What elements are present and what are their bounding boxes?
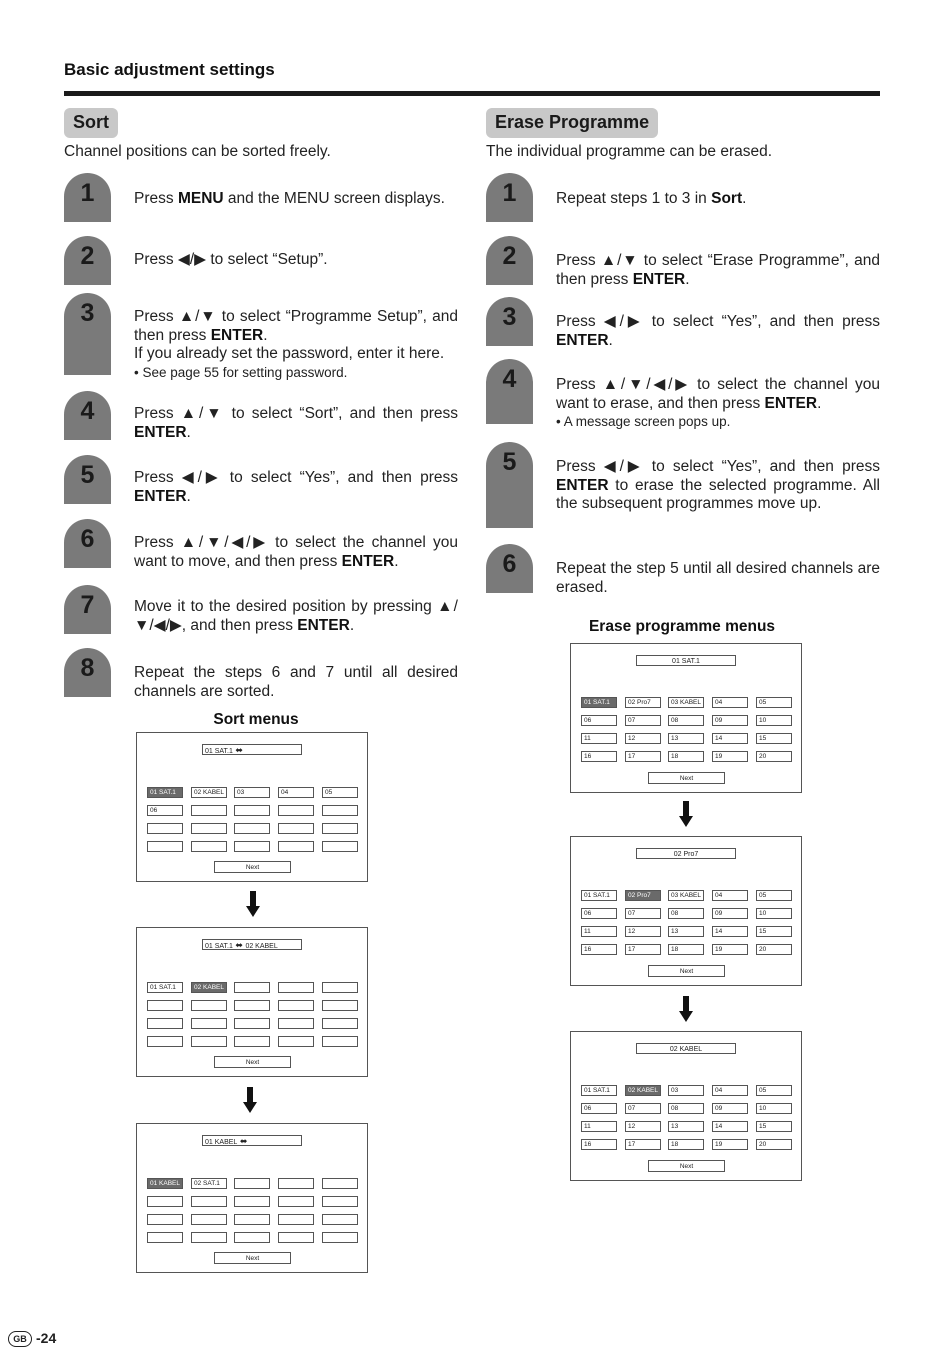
channel-cell[interactable]: 16 [581, 944, 617, 955]
channel-cell[interactable]: 17 [625, 1139, 661, 1150]
channel-cell[interactable]: 18 [668, 1139, 704, 1150]
step-number-badge [486, 442, 533, 528]
step-number: 4 [502, 365, 517, 393]
channel-cell[interactable]: 05 [756, 697, 792, 708]
channel-cell[interactable] [278, 1036, 314, 1047]
step-number-badge [64, 585, 111, 634]
next-button[interactable]: Next [214, 1252, 291, 1264]
step-text: Press ◀/▶ to select “Yes”, and then press ENTER. [556, 313, 880, 349]
next-button[interactable]: Next [648, 772, 725, 784]
channel-cell[interactable] [191, 1232, 227, 1243]
screen-header-field: 01 KABEL ⬌ [202, 1135, 302, 1146]
step-number-badge [64, 519, 111, 568]
channel-cell[interactable] [234, 1214, 270, 1225]
erase-menus-title: Erase programme menus [588, 618, 776, 635]
sort-intro: Channel positions can be sorted freely. [64, 143, 331, 160]
channel-cell[interactable]: 01 SAT.1 [581, 890, 617, 901]
channel-cell[interactable]: 20 [756, 944, 792, 955]
step-text: Press ▲/▼ to select “Erase Programme”, and then press ENTER. [556, 252, 880, 288]
channel-cell[interactable] [322, 982, 358, 993]
channel-cell[interactable]: 10 [756, 715, 792, 726]
channel-cell[interactable] [278, 805, 314, 816]
channel-cell[interactable] [234, 1196, 270, 1207]
sort-heading: Sort [64, 108, 118, 138]
step-number: 5 [80, 461, 95, 489]
step-text: Move it to the desired position by pressing ▲/▼/◀/▶, and then press ENTER. [134, 598, 458, 634]
step-text: Repeat steps 1 to 3 in Sort. [556, 190, 747, 207]
channel-cell[interactable]: 02 Pro7 [625, 697, 661, 708]
channel-cell[interactable] [278, 1232, 314, 1243]
channel-cell[interactable] [191, 1196, 227, 1207]
channel-cell[interactable] [278, 1196, 314, 1207]
channel-cell[interactable]: 11 [581, 1121, 617, 1132]
step-number: 6 [502, 550, 517, 578]
next-button[interactable]: Next [648, 1160, 725, 1172]
channel-cell[interactable]: 16 [581, 751, 617, 762]
step-text: Press ▲/▼ to select “Sort”, and then press ENTER. [134, 405, 458, 441]
screen-header-field: 01 SAT.1 ⬌ [202, 744, 302, 755]
channel-cell[interactable] [147, 841, 183, 852]
step-number: 3 [502, 303, 517, 331]
page-title: Basic adjustment settings [64, 60, 275, 79]
channel-cell[interactable]: 15 [756, 926, 792, 937]
channel-cell[interactable] [234, 805, 270, 816]
erase-intro: The individual programme can be erased. [486, 143, 773, 160]
step-number: 3 [80, 299, 95, 327]
screen-header-field: 02 Pro7 [636, 848, 736, 859]
channel-cell[interactable] [278, 841, 314, 852]
channel-cell[interactable]: 13 [668, 1121, 704, 1132]
erase-section [486, 108, 880, 596]
screen-header-field: 02 KABEL [636, 1043, 736, 1054]
channel-cell[interactable]: 05 [756, 890, 792, 901]
channel-cell[interactable]: 03 KABEL [668, 890, 704, 901]
channel-cell[interactable]: 02 KABEL [191, 787, 227, 798]
step-number-badge [64, 391, 111, 440]
channel-cell[interactable]: 18 [668, 751, 704, 762]
channel-cell[interactable]: 08 [668, 908, 704, 919]
channel-cell[interactable] [278, 982, 314, 993]
next-button[interactable]: Next [648, 965, 725, 977]
step-text: Press MENU and the MENU screen displays. [134, 190, 445, 207]
erase-menu-screen-2 [570, 836, 802, 986]
channel-cell[interactable]: 02 KABEL [191, 982, 227, 993]
channel-cell[interactable]: 14 [712, 926, 748, 937]
channel-cell[interactable]: 01 SAT.1 [147, 787, 183, 798]
page-number: -24 [36, 1330, 57, 1346]
step-number-badge [486, 544, 533, 593]
sort-menu-screen-1 [136, 732, 368, 882]
channel-cell[interactable]: 02 SAT.1 [191, 1178, 227, 1189]
step-text: Press ▲/▼ to select “Programme Setup”, and then press ENTER. If you already set the password, enter it here. • See page 55 for setting password. [134, 308, 458, 380]
channel-cell[interactable] [278, 1018, 314, 1029]
step-number-badge [64, 173, 111, 222]
step-text: Press ▲/▼/◀/▶ to select the channel you want to move, and then press ENTER. [134, 534, 458, 570]
channel-cell[interactable]: 04 [712, 1085, 748, 1096]
erase-heading: Erase Programme [486, 108, 658, 138]
channel-cell[interactable]: 12 [625, 733, 661, 744]
channel-cell[interactable]: 05 [322, 787, 358, 798]
swap-arrow-icon: ⬌ [232, 745, 243, 755]
step-number: 2 [502, 242, 517, 270]
channel-cell[interactable] [322, 823, 358, 834]
step-number-badge [64, 293, 111, 375]
sort-menu-screen-2 [136, 927, 368, 1077]
channel-cell[interactable]: 04 [712, 890, 748, 901]
channel-cell[interactable] [322, 805, 358, 816]
step-number: 7 [80, 591, 95, 619]
step-text: Repeat the step 5 until all desired channels are erased. [556, 560, 880, 596]
step-number: 2 [80, 242, 95, 270]
channel-cell[interactable] [234, 841, 270, 852]
channel-cell[interactable] [191, 841, 227, 852]
swap-target-label: 02 KABEL [245, 943, 278, 950]
channel-cell[interactable] [191, 823, 227, 834]
channel-cell[interactable] [147, 1232, 183, 1243]
channel-cell[interactable]: 04 [712, 697, 748, 708]
header-rule [64, 91, 880, 96]
step-number: 1 [502, 179, 517, 207]
channel-cell[interactable]: 13 [668, 733, 704, 744]
channel-cell[interactable] [322, 841, 358, 852]
channel-cell[interactable]: 20 [756, 751, 792, 762]
channel-cell[interactable]: 14 [712, 1121, 748, 1132]
channel-cell[interactable]: 06 [581, 1103, 617, 1114]
channel-cell[interactable] [322, 1232, 358, 1243]
screen-header-field: 01 SAT.1 ⬌ 02 KABEL [202, 939, 302, 950]
step-text: Repeat the steps 6 and 7 until all desired channels are sorted. [134, 664, 458, 700]
sort-menus-title: Sort menus [213, 711, 299, 728]
channel-cell[interactable]: 08 [668, 1103, 704, 1114]
channel-cell[interactable] [191, 1018, 227, 1029]
channel-cell[interactable]: 18 [668, 944, 704, 955]
channel-cell[interactable]: 07 [625, 1103, 661, 1114]
step-number: 5 [502, 448, 517, 476]
down-arrow-icon [246, 891, 260, 917]
channel-cell[interactable]: 10 [756, 908, 792, 919]
step-number: 4 [80, 397, 95, 425]
channel-cell[interactable] [322, 1214, 358, 1225]
channel-cell[interactable] [234, 1036, 270, 1047]
channel-cell[interactable]: 15 [756, 1121, 792, 1132]
channel-cell[interactable]: 07 [625, 908, 661, 919]
channel-cell[interactable]: 11 [581, 733, 617, 744]
channel-cell[interactable]: 02 KABEL [625, 1085, 661, 1096]
channel-cell[interactable]: 13 [668, 926, 704, 937]
channel-cell[interactable] [322, 1036, 358, 1047]
sort-menu-screen-3 [136, 1123, 368, 1273]
channel-cell[interactable]: 02 Pro7 [625, 890, 661, 901]
channel-cell[interactable] [322, 1018, 358, 1029]
channel-cell[interactable] [322, 1000, 358, 1011]
step-number: 6 [80, 525, 95, 553]
channel-cell[interactable]: 10 [756, 1103, 792, 1114]
channel-cell[interactable] [234, 982, 270, 993]
channel-cell[interactable] [191, 1036, 227, 1047]
channel-cell[interactable]: 01 SAT.1 [581, 697, 617, 708]
channel-cell[interactable] [278, 823, 314, 834]
channel-cell[interactable]: 12 [625, 1121, 661, 1132]
step-text: Press ◀/▶ to select “Yes”, and then press ENTER to erase the selected programme. All the subsequent programmes move up. [556, 458, 880, 512]
channel-cell[interactable]: 19 [712, 944, 748, 955]
channel-cell[interactable] [191, 1214, 227, 1225]
channel-cell[interactable]: 15 [756, 733, 792, 744]
channel-cell[interactable]: 08 [668, 715, 704, 726]
next-button[interactable]: Next [214, 1056, 291, 1068]
channel-cell[interactable]: 07 [625, 715, 661, 726]
channel-cell[interactable] [147, 1036, 183, 1047]
channel-cell[interactable] [234, 1232, 270, 1243]
channel-cell[interactable]: 19 [712, 751, 748, 762]
channel-cell[interactable]: 16 [581, 1139, 617, 1150]
channel-cell[interactable]: 19 [712, 1139, 748, 1150]
channel-cell[interactable]: 01 SAT.1 [581, 1085, 617, 1096]
step-number-badge [486, 173, 533, 222]
channel-cell[interactable] [234, 823, 270, 834]
channel-cell[interactable] [147, 823, 183, 834]
channel-cell[interactable]: 09 [712, 715, 748, 726]
step-text: Press ▲/▼/◀/▶ to select the channel you want to erase, and then press ENTER. • A message screen pops up. [556, 376, 880, 429]
channel-cell[interactable]: 05 [756, 1085, 792, 1096]
step-text: Press ◀/▶ to select “Yes”, and then press ENTER. [134, 469, 458, 505]
channel-cell[interactable]: 12 [625, 926, 661, 937]
channel-cell[interactable]: 04 [278, 787, 314, 798]
channel-cell[interactable]: 14 [712, 733, 748, 744]
channel-cell[interactable] [234, 1018, 270, 1029]
erase-menu-screen-1 [570, 643, 802, 793]
sort-section [64, 108, 458, 700]
step-number-badge [486, 236, 533, 285]
down-arrow-icon [679, 996, 693, 1022]
channel-cell[interactable]: 11 [581, 926, 617, 937]
channel-cell[interactable]: 03 [668, 1085, 704, 1096]
step-text: Press ◀/▶ to select “Setup”. [134, 251, 328, 268]
step-number-badge [64, 648, 111, 697]
channel-cell[interactable]: 06 [147, 805, 183, 816]
channel-cell[interactable] [278, 1214, 314, 1225]
channel-cell[interactable] [191, 1000, 227, 1011]
channel-cell[interactable]: 09 [712, 1103, 748, 1114]
step-number-badge [486, 297, 533, 346]
next-button[interactable]: Next [214, 861, 291, 873]
step-number: 8 [80, 654, 95, 682]
region-badge: GB [8, 1331, 32, 1347]
channel-cell[interactable]: 20 [756, 1139, 792, 1150]
channel-cell[interactable]: 09 [712, 908, 748, 919]
step-number: 1 [80, 179, 95, 207]
step-number-badge [486, 359, 533, 424]
swap-arrow-icon: ⬌ [237, 1136, 248, 1146]
channel-cell[interactable] [278, 1178, 314, 1189]
down-arrow-icon [243, 1087, 257, 1113]
channel-cell[interactable]: 03 [234, 787, 270, 798]
erase-menu-screen-3 [570, 1031, 802, 1181]
screen-header-field: 01 SAT.1 [636, 655, 736, 666]
channel-cell[interactable]: 01 KABEL [147, 1178, 183, 1189]
swap-arrow-icon: ⬌ [232, 940, 246, 950]
channel-cell[interactable] [234, 1000, 270, 1011]
channel-cell[interactable]: 06 [581, 908, 617, 919]
channel-cell[interactable] [147, 1196, 183, 1207]
channel-cell[interactable] [191, 805, 227, 816]
channel-cell[interactable]: 17 [625, 944, 661, 955]
channel-cell[interactable] [147, 1018, 183, 1029]
step-number-badge [64, 236, 111, 285]
down-arrow-icon [679, 801, 693, 827]
channel-cell[interactable] [147, 1214, 183, 1225]
channel-cell[interactable] [322, 1178, 358, 1189]
channel-cell[interactable] [322, 1196, 358, 1207]
channel-cell[interactable]: 17 [625, 751, 661, 762]
channel-cell[interactable] [234, 1178, 270, 1189]
channel-cell[interactable]: 01 SAT.1 [147, 982, 183, 993]
channel-cell[interactable] [147, 1000, 183, 1011]
channel-cell[interactable]: 03 KABEL [668, 697, 704, 708]
step-number-badge [64, 455, 111, 504]
channel-cell[interactable] [278, 1000, 314, 1011]
channel-cell[interactable]: 06 [581, 715, 617, 726]
